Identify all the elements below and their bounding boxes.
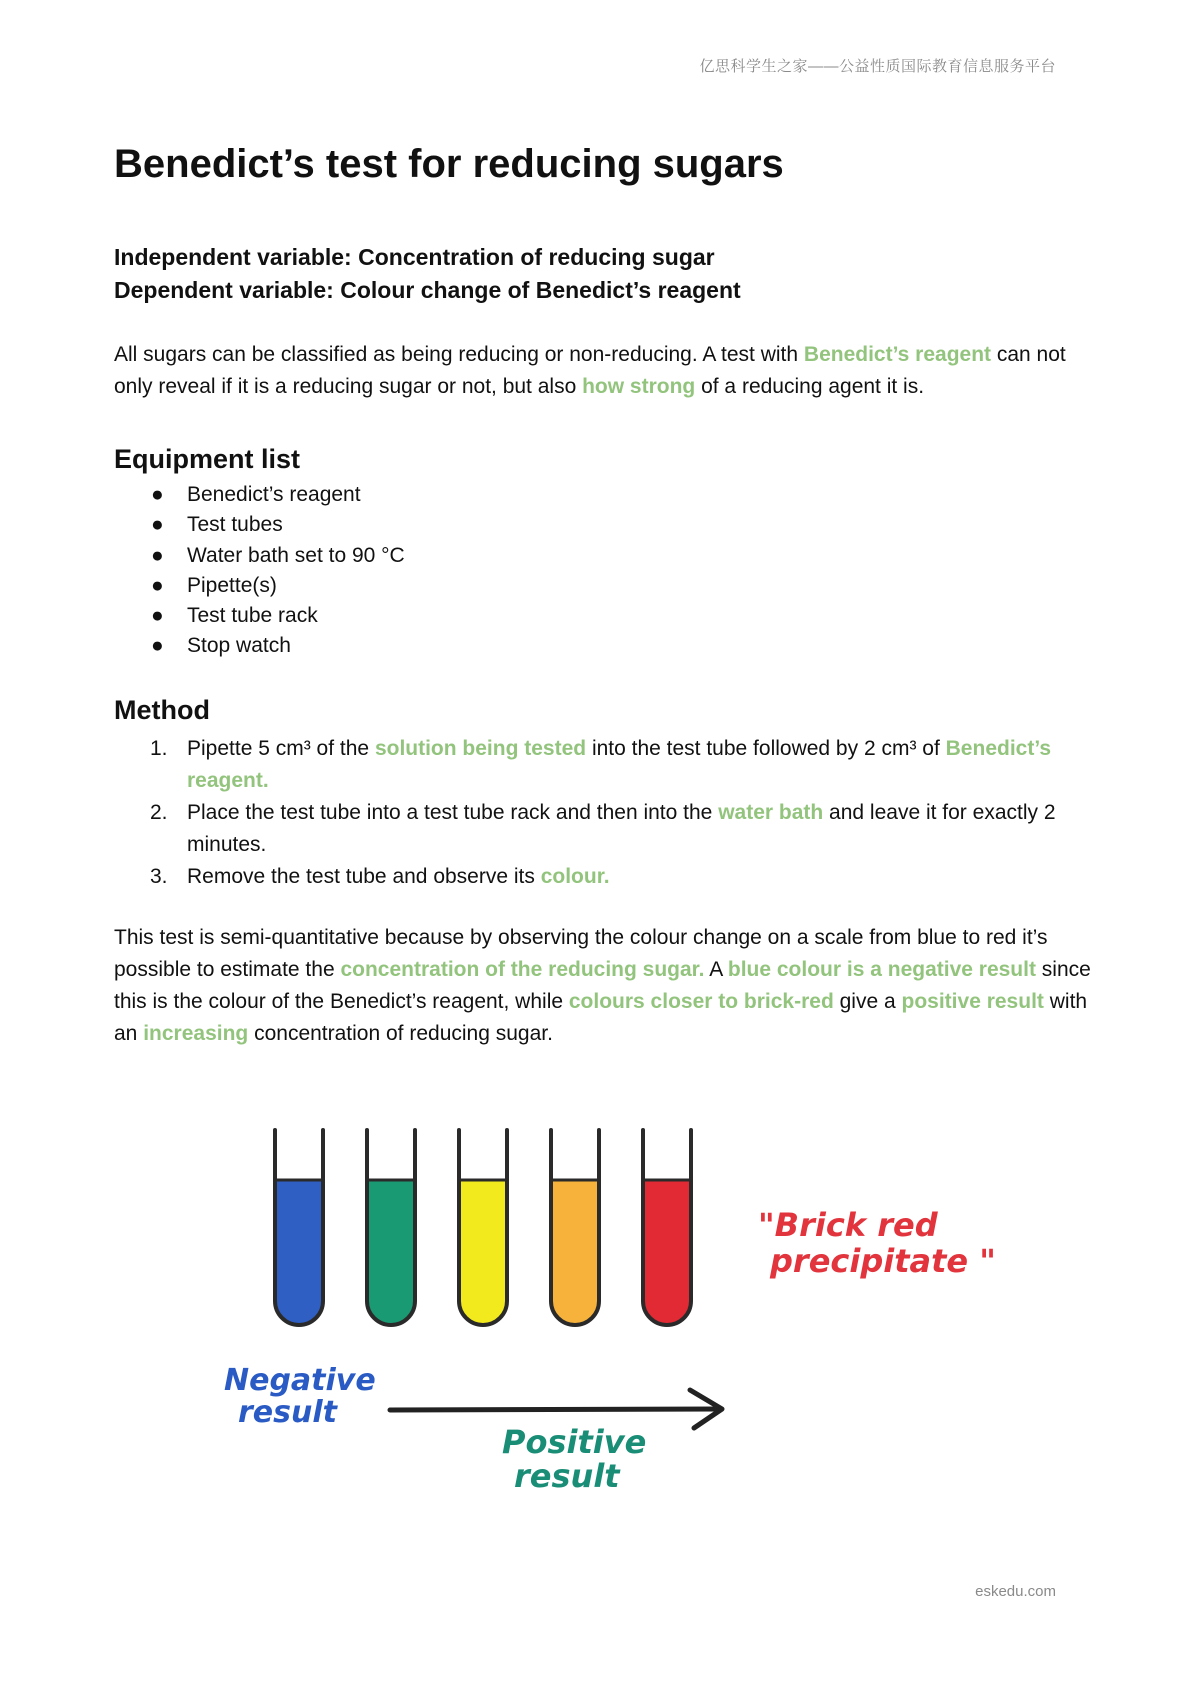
- summary-highlight: colours closer to brick-red: [568, 990, 834, 1013]
- step-highlight: solution being tested: [374, 737, 587, 760]
- equipment-item-label: Pipette(s): [187, 573, 277, 597]
- brick-red-label-line2: precipitate ": [770, 1242, 996, 1280]
- page-title: Benedict’s test for reducing sugars: [114, 142, 784, 186]
- dependent-variable: Dependent variable: Colour change of Benedict’s reagent: [114, 277, 741, 303]
- summary-highlight: blue colour is a negative result: [727, 958, 1036, 981]
- list-item: [114, 480, 405, 510]
- variables-block: [114, 241, 741, 307]
- step-text: into the test tube followed by 2 cm³ of: [586, 737, 946, 760]
- independent-variable: Independent variable: Concentration of reducing sugar: [114, 244, 715, 270]
- tube-liquid-red: [643, 1180, 691, 1325]
- footer-site: eskedu.com: [975, 1583, 1056, 1600]
- method-step-3: [114, 861, 1094, 893]
- intro-paragraph: [114, 339, 1094, 403]
- equipment-list: [114, 480, 405, 662]
- summary-highlight: increasing: [143, 1022, 249, 1045]
- tube-liquid-yellow: [459, 1180, 507, 1325]
- negative-result-label-line1: Negative: [224, 1363, 376, 1398]
- intro-text-1: All sugars can be classified as being reducing or non-reducing. A test with: [114, 343, 804, 366]
- test-tubes-illustration: [210, 1120, 1000, 1500]
- summary-highlight: positive result: [901, 990, 1044, 1013]
- summary-text: give a: [833, 990, 902, 1013]
- summary-text: with an: [114, 990, 1088, 1045]
- tube-liquid-orange: [551, 1180, 599, 1325]
- summary-highlight: concentration of the reducing sugar.: [340, 958, 705, 981]
- equipment-item-label: Stop watch: [187, 634, 291, 658]
- intro-highlight-benedicts-reagent: Benedict’s reagent: [803, 343, 992, 366]
- bullet-icon: ●: [151, 543, 164, 567]
- summary-text: concentration of reducing sugar.: [248, 1022, 553, 1045]
- method-step-2: [114, 797, 1094, 861]
- step-highlight: water bath: [718, 801, 824, 824]
- tube-liquid-blue: [275, 1180, 323, 1325]
- summary-text: A: [704, 958, 728, 981]
- intro-highlight-how-strong: how strong: [582, 375, 696, 398]
- summary-text: This test is semi-quantitative because by observing the colour change on a scale from blue to red it’s possible to estimate the: [114, 926, 1048, 981]
- intro-text-3: of a reducing agent it is.: [695, 375, 925, 398]
- equipment-item-label: Water bath set to 90 °C: [187, 543, 405, 567]
- step-highlight: Benedict’s reagent.: [187, 737, 1052, 792]
- step-text: Pipette 5 cm³ of the: [187, 737, 375, 760]
- summary-text: since this is the colour of the Benedict’s reagent, while: [114, 958, 1091, 1013]
- step-highlight: colour.: [540, 865, 610, 888]
- method-heading: Method: [114, 695, 210, 725]
- step-number: 1.: [150, 737, 168, 760]
- step-number: 2.: [150, 801, 168, 824]
- list-item: [114, 631, 405, 661]
- equipment-item-label: Test tubes: [187, 513, 283, 537]
- step-number: 3.: [150, 865, 168, 888]
- method-list: [114, 733, 1094, 893]
- bullet-icon: ●: [151, 604, 164, 628]
- intro-text-2: can not only reveal if it is a reducing sugar or not, but also: [114, 343, 1066, 398]
- step-text: Remove the test tube and observe its: [187, 865, 541, 888]
- positive-result-label-line1: Positive: [502, 1423, 647, 1461]
- bullet-icon: ●: [151, 634, 164, 658]
- bullet-icon: ●: [151, 573, 164, 597]
- positive-result-label-line2: result: [514, 1457, 620, 1495]
- tube-liquid-green: [367, 1180, 415, 1325]
- bullet-icon: ●: [151, 483, 164, 506]
- equipment-item-label: Test tube rack: [187, 604, 318, 628]
- method-step-1: [114, 733, 1094, 797]
- list-item: [114, 541, 405, 571]
- list-item: [114, 571, 405, 601]
- test-tubes: [275, 1130, 691, 1325]
- step-text: and leave it for exactly 2 minutes.: [187, 801, 1056, 856]
- header-note: 亿思科学生之家——公益性质国际教育信息服务平台: [699, 58, 1056, 75]
- equipment-item-label: Benedict’s reagent: [187, 483, 361, 506]
- step-text: Place the test tube into a test tube rack and then into the: [187, 801, 719, 824]
- list-item: [114, 601, 405, 631]
- bullet-icon: ●: [151, 513, 164, 537]
- list-item: [114, 510, 405, 540]
- equipment-heading: Equipment list: [114, 444, 301, 474]
- brick-red-label-line1: "Brick red: [758, 1206, 938, 1244]
- negative-result-label-line2: result: [238, 1395, 337, 1430]
- summary-paragraph: [114, 922, 1094, 1050]
